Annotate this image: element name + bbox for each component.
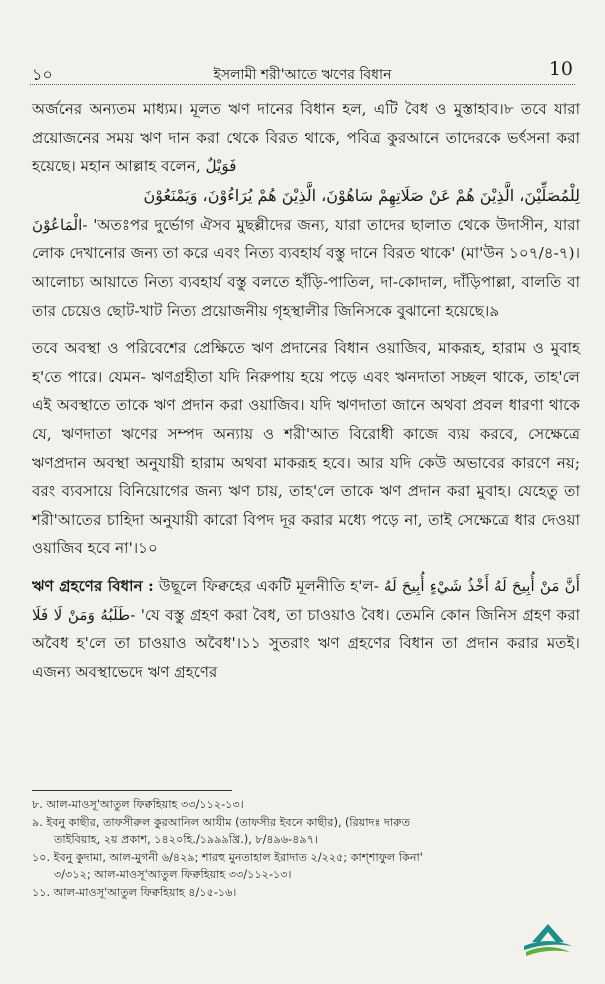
arabic-verse: لِلْمُصَلِّيْنَ، الَّذِيْنَ هُمْ عَنْ صَلَاتِهِمْ سَاهُوْنَ، الَّذِيْنَ هُمْ يُرَاءُوْنَ، وَيَمْنَعُوْنَ xyxy=(143,185,580,205)
paragraph-1 xyxy=(32,95,580,325)
page-number-left: ১০ xyxy=(32,65,53,84)
running-header xyxy=(30,60,575,85)
footnote-9: ৯. ইবনু কাছীর, তাফসীরুল কুরআনিল আযীম (তাফসীর ইবনে কাছীর), (রিয়াদঃ দারুত xyxy=(32,815,411,829)
paragraph-3 xyxy=(32,572,580,686)
paragraph-3-line-1: উছূলে ফিক্বহের একটি মূলনীতি হ'ল- أَنَّ مَنْ أُبِيحَ لَهُ أَخْذُ xyxy=(158,576,580,595)
running-title: ইসলামী শরী'আতে ঋণের বিধান xyxy=(213,67,392,83)
paragraph-1-line-3: الْمَاعُوْنَ- 'অতঃপর দুর্ভোগ ঐসব মুছল্লীদের জন্য, যারা তাদের ছালাত থেকে উদাসীন, যারা লোক দেখানোর জন্য তা করে এবং নিত্য ব্যবহার্য বস্তু দানে বিরত থাকে' (মা'উন ১০৭/৪-৭)। আলোচ্য আয়াতে নিত্য ব্যবহার্য বস্তু বলতে হাঁড়ি-পাতিল, দা-কোদাল, দাঁড়িপাল্লা, বালতি বা তার চেয়েও ছোট-খাট নিত্য প্রয়োজনীয় গৃহস্থালীর জিনিসকে বুঝানো হয়েছে।৯ xyxy=(32,215,580,320)
body-text xyxy=(32,95,580,695)
paragraph-1-line-1: অর্জনের অন্যতম মাধ্যম। মূলত ঋণ দানের বিধান হল, এটি বৈধ ও মুস্তাহাব।৮ তবে যারা প্রয়োজনের সময় ঋণ দান করা থেকে বিরত থাকে, পবিত্র কুরআনে তাদেরকে ভর্ৎসনা করা হয়েছে। মহান আল্লাহ বলেন, فَوَيْلٌ xyxy=(32,100,580,176)
paragraph-3-line-3: তেমনি কোন জিনিস গ্রহণ করা অবৈধ হ'লে তা চাওয়াও অবৈধ'।১১ সুতরাং ঋণ গ্রহণের বিধান তা প্রদান করার মতই। এজন্য অবস্থাভেদে ঋণ গ্রহণের xyxy=(32,605,581,681)
footnote-10: ১০. ইবনু কুদামা, আল-মুগনী ৬/৪২৯; শারহু মুনতাহাল ইরাদাত ২/২২৫; কাশ্শাফুল কিনা' xyxy=(32,850,423,864)
footnote-divider xyxy=(32,790,232,791)
paragraph-2 xyxy=(32,334,580,563)
section-heading: ঋণ গ্রহণের বিধান : xyxy=(32,576,154,595)
footnote-10-cont: ৩/৩১২; আল-মাওসূ'আতুল ফিক্বহিয়াহ ৩৩/১১২-১৩। xyxy=(54,868,292,881)
page-number-right: 10 xyxy=(548,58,573,80)
publisher-logo-icon xyxy=(518,920,578,960)
footnote-9-cont: তাইবিয়াহ, ২য় প্রকাশ, ১৪২০হি./১৯৯৯খ্রি.), ৮/৪৯৬-৪৯৭। xyxy=(54,833,318,846)
footnote-11: ১১. আল-মাওসূ'আতুল ফিক্বহিয়াহ ৪/১৫-১৬। xyxy=(32,885,237,899)
paragraph-2-text: তবে অবস্থা ও পরিবেশের প্রেক্ষিতে ঋণ প্রদানের বিধান ওয়াজিব, মাকরূহ, হারাম ও মুবাহ হ'তে পারে। যেমন- ঋণগ্রহীতা যদি নিরুপায় হয়ে পড়ে এবং ঋনদাতা সচ্ছল থাকে, তাহ'লে এই অবস্থাতে তাকে ঋণ প্রদান করা ওয়াজিব। যদি ঋণদাতা জানে অথবা প্রবল ধারণা থাকে যে, ঋণদাতা ঋণের সম্পদ অন্যায় ও শরী'আত বিরোধী কাজে ব্যয় করবে, সেক্ষেত্রে ঋণপ্রদান অবস্থা অনুযায়ী হারাম অথবা মাকরূহ হবে। আর যদি কেউ অভাবের কারণে নয়; বরং ব্যবসায়ে বিনিয়োগের জন্য ঋণ চায়, তাহ'লে তাকে ঋণ প্রদান করা মুবাহ। যেহেতু তা শরী'আতের চাহিদা অনুযায়ী কারো বিপদ দূর করার মধ্যে পড়ে না, তাই সেক্ষেত্রে ধার দেওয়া ওয়াজিব হবে না'।১০ xyxy=(32,339,580,558)
paragraph-3-line-2: شَيْءٍ أُبِيحَ لَهُ طَلَبُهُ وَمَنْ لَا فَلَا- 'যে বস্তু গ্রহণ করা বৈধ, তা চাওয়াও বৈধ। xyxy=(32,576,463,624)
footnote-8: ৮. আল-মাওসূ'আতুল ফিক্বহিয়াহ ৩৩/১১২-১৩। xyxy=(32,798,244,811)
footnotes xyxy=(32,796,580,901)
